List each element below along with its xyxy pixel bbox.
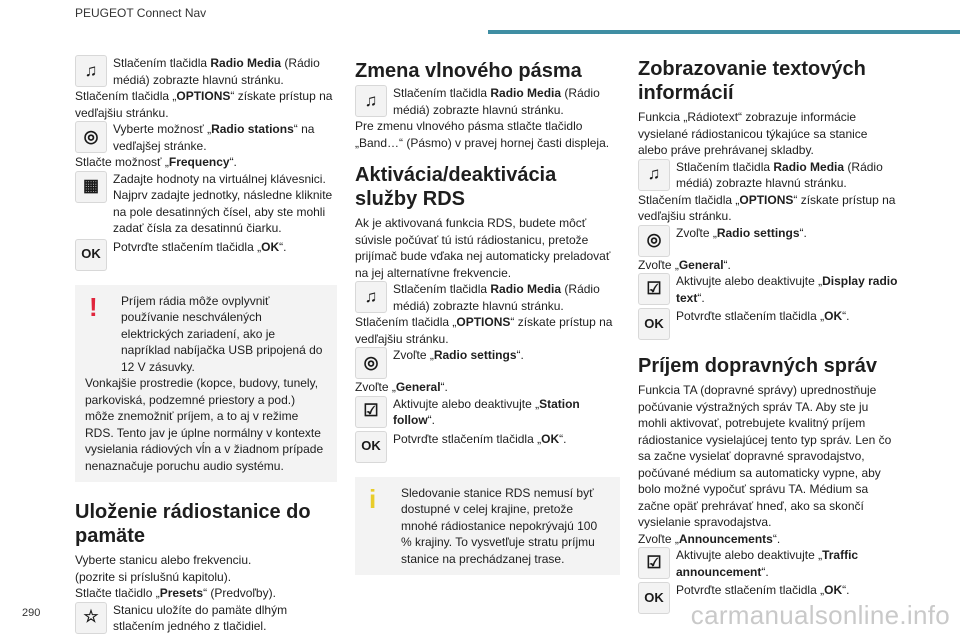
music-note-icon: ♫ <box>355 85 387 117</box>
ok-icon: OK <box>638 308 670 340</box>
text: “. <box>842 309 850 323</box>
text: Zvoľte „ <box>676 225 717 240</box>
text: “ získate prístup na vedľajšiu stránku. <box>355 315 613 346</box>
step-radio-media <box>355 85 620 118</box>
text: Stlačte možnosť „ <box>75 155 169 169</box>
page-number: 290 <box>22 607 41 619</box>
warning-text: Vonkajšie prostredie (kopce, budovy, tunely, parkoviská, podzemné priestory a pod.) môže znemožniť príjem, a to aj v režime RDS. Tento jav je úplne normálny v kontexte vysielania rádiových vĺn a v žiadnom prípade nenaznačuje poruchu audio systému. <box>85 376 324 473</box>
bold-text: Radio Media <box>210 56 282 70</box>
page-header-title: PEUGEOT Connect Nav <box>75 6 207 20</box>
text: Aktivujte alebo deaktivujte „ <box>676 274 823 288</box>
text: Vyberte možnosť „ <box>113 122 212 136</box>
paragraph <box>355 379 620 396</box>
paragraph: Vyberte stanicu alebo frekvenciu. <box>75 553 252 567</box>
bold-text: Announcements <box>678 531 773 546</box>
header-accent-bar <box>488 30 960 34</box>
paragraph: (pozrite si príslušnú kapitolu). <box>75 569 232 584</box>
step-presets <box>75 602 337 635</box>
text: Zvoľte „ <box>638 531 679 546</box>
step-radio-settings <box>638 225 900 257</box>
text: Potvrďte stlačením tlačidla „ <box>393 431 542 446</box>
step-text <box>113 121 337 154</box>
text: “. <box>427 413 436 427</box>
bold-text: Presets <box>159 586 204 600</box>
step-radio-stations <box>75 121 337 154</box>
text: “ na vedľajšej stránke. <box>113 122 315 153</box>
text: “. <box>842 583 850 597</box>
text: “. <box>279 239 287 254</box>
text: Stlačením tlačidla „ <box>355 315 457 329</box>
step-radio-settings <box>355 347 620 379</box>
text: Stlačte tlačidlo „ <box>75 586 160 600</box>
section-heading: Zmena vlnového pásma <box>355 60 582 82</box>
text: Aktivujte alebo deaktivujte „ <box>393 396 540 411</box>
bold-text: OK <box>261 239 280 254</box>
step-text <box>676 225 900 242</box>
step-text <box>393 281 620 314</box>
presets-icon: ☆ <box>75 602 107 634</box>
text: Aktivujte alebo deaktivujte „ <box>676 548 823 562</box>
music-note-icon: ♫ <box>75 55 107 87</box>
step-text <box>393 85 620 118</box>
step-radio-media <box>355 281 620 314</box>
bold-text: OPTIONS <box>739 192 794 207</box>
bold-text: Station follow <box>393 396 580 427</box>
step-text <box>676 308 900 325</box>
text: “. <box>229 155 237 169</box>
text: Stlačením tlačidla <box>113 56 211 70</box>
text: Stlačením tlačidla „ <box>638 192 740 207</box>
step-text <box>676 582 900 599</box>
text: Zvoľte „ <box>355 380 396 394</box>
text: Stlačením tlačidla <box>676 159 774 174</box>
text: Potvrďte stlačením tlačidla „ <box>676 309 825 323</box>
section-heading: Aktivácia/deaktivácia služby RDS <box>355 164 557 210</box>
step-radio-media <box>638 159 900 192</box>
column-3 <box>638 55 900 614</box>
warning-icon: ! <box>89 291 98 322</box>
bold-text: OK <box>541 431 560 446</box>
text: Potvrďte stlačením tlačidla „ <box>113 239 262 254</box>
text: “. <box>761 564 769 579</box>
bold-text: OPTIONS <box>456 315 511 329</box>
column-1 <box>75 55 337 635</box>
step-text <box>676 273 900 306</box>
text: “. <box>559 431 567 446</box>
step-text <box>393 431 620 448</box>
text: “ získate prístup na vedľajšiu stránku. <box>75 89 333 120</box>
checkbox-icon: ☑ <box>355 396 387 428</box>
radio-signal-icon: ◎ <box>75 121 107 153</box>
step-text <box>676 547 900 580</box>
paragraph <box>638 192 900 225</box>
text: Stlačením tlačidla <box>393 282 491 296</box>
bold-text: OK <box>824 309 843 323</box>
bold-text: Radio settings <box>716 225 800 240</box>
checkbox-icon: ☑ <box>638 273 670 305</box>
ok-icon: OK <box>75 239 107 271</box>
text: Zvoľte „ <box>393 348 434 362</box>
warning-text: Príjem rádia môže ovplyvniť používanie neschválených elektrických zariadení, ako je napríklad nabíjačka USB pripojená do 12 V zásuvky. <box>121 293 323 374</box>
paragraph <box>75 585 337 602</box>
section-heading: Príjem dopravných správ <box>638 355 877 377</box>
text: “. <box>723 257 731 272</box>
step-text <box>393 396 620 429</box>
step-confirm-ok <box>355 431 620 463</box>
paragraph <box>75 88 337 121</box>
bold-text: OK <box>824 583 843 597</box>
bold-text: Display radio text <box>676 274 898 305</box>
ok-icon: OK <box>638 582 670 614</box>
step-text <box>676 159 900 192</box>
bold-text: General <box>395 380 441 394</box>
bold-text: General <box>678 257 724 272</box>
step-radio-media <box>75 55 337 88</box>
step-confirm-ok <box>75 239 337 271</box>
paragraph: Funkcia TA (dopravné správy) uprednostňuje počúvanie výstražných správ TA. Aby ste ju mohli aktivovať, potrebujete kvalitný príjem rádiostanice vysielajúcej tento typ správ. Len čo sa začne vysielať dopravné spravodajstvo, počúvané médium sa automaticky vypne, aby bolo možné vypočuť správu TA. Médium sa začne opäť prehrávať hneď, ako sa skončí vysielanie spravodajstva. <box>638 383 892 529</box>
info-text: Sledovanie stanice RDS nemusí byť dostupné v celej krajine, pretože mnohé rádiostanice nepokrývajú 100 % krajiny. To vysvetľuje stratu príjmu stanice na prechádzanej trase. <box>401 485 598 566</box>
bold-text: Radio stations <box>211 122 294 136</box>
info-icon: i <box>369 483 377 514</box>
text: “. <box>772 531 781 546</box>
paragraph <box>75 154 337 171</box>
bold-text: Radio Media <box>490 86 562 100</box>
column-2 <box>355 55 620 575</box>
music-note-icon: ♫ <box>638 159 670 191</box>
radio-signal-icon: ◎ <box>638 225 670 257</box>
info-note <box>355 477 620 576</box>
paragraph <box>638 257 900 274</box>
text: Potvrďte stlačením tlačidla „ <box>676 583 825 597</box>
warning-note <box>75 285 337 483</box>
checkbox-icon: ☑ <box>638 547 670 579</box>
section-heading: Uloženie rádiostanice do pamäte <box>75 501 311 547</box>
bold-text: Radio Media <box>490 282 562 296</box>
step-text: Stanicu uložíte do pamäte dlhým stlačením jedného z tlačidiel. <box>113 602 288 633</box>
paragraph: Ak je aktivovaná funkcia RDS, budete môcť súvisle počúvať tú istú rádiostanicu, pretože prijímač bude vďaka nej automaticky preladovať na jej alternatívne frekvencie. <box>355 216 611 280</box>
step-display-radio-text <box>638 273 900 306</box>
watermark: carmanualsonline.info <box>690 600 950 630</box>
paragraph <box>638 531 900 548</box>
bold-text: Radio settings <box>433 348 517 362</box>
bold-text: OPTIONS <box>176 89 231 103</box>
step-keypad <box>75 171 337 237</box>
text: Stlačením tlačidla <box>393 86 491 100</box>
paragraph: Pre zmenu vlnového pásma stlačte tlačidlo „Band…“ (Pásmo) v pravej hornej časti displeja. <box>355 119 610 150</box>
text: “. <box>516 348 524 362</box>
bold-text: Frequency <box>168 155 230 169</box>
text: (Rádio médiá) zobrazte hlavnú stránku. <box>393 86 600 117</box>
text: (Rádio médiá) zobrazte hlavnú stránku. <box>393 282 600 313</box>
text: “ získate prístup na vedľajšiu stránku. <box>638 192 896 223</box>
radio-signal-icon: ◎ <box>355 347 387 379</box>
paragraph <box>355 314 620 347</box>
text: Zvoľte „ <box>638 257 679 272</box>
step-text <box>113 55 337 88</box>
section-heading: Zobrazovanie textových informácií <box>638 58 866 104</box>
text: (Rádio médiá) zobrazte hlavnú stránku. <box>113 56 320 87</box>
text: “ (Predvoľby). <box>203 586 276 600</box>
text: Stlačením tlačidla „ <box>75 89 177 103</box>
step-text <box>113 239 337 256</box>
step-station-follow <box>355 396 620 429</box>
bold-text: Radio Media <box>773 159 845 174</box>
step-text <box>393 347 620 364</box>
music-note-icon: ♫ <box>355 281 387 313</box>
keypad-icon: ▦ <box>75 171 107 203</box>
text: “. <box>440 380 448 394</box>
bold-text: Traffic announcement <box>676 548 859 579</box>
step-confirm-ok <box>638 308 900 340</box>
ok-icon: OK <box>355 431 387 463</box>
text: “. <box>697 290 705 305</box>
step-traffic-announcement <box>638 547 900 580</box>
text: (Rádio médiá) zobrazte hlavnú stránku. <box>676 159 883 190</box>
paragraph: Funkcia „Rádiotext“ zobrazuje informácie vysielané rádiostanicou týkajúce sa stanice alebo práve prehrávanej skladby. <box>638 110 868 157</box>
step-text: Zadajte hodnoty na virtuálnej klávesnici. Najprv zadajte jednotky, následne kliknite na pole desatinných čísel, aby ste mohli zadať čísla za desatinnú čiarku. <box>113 171 333 235</box>
text: “. <box>799 225 807 240</box>
